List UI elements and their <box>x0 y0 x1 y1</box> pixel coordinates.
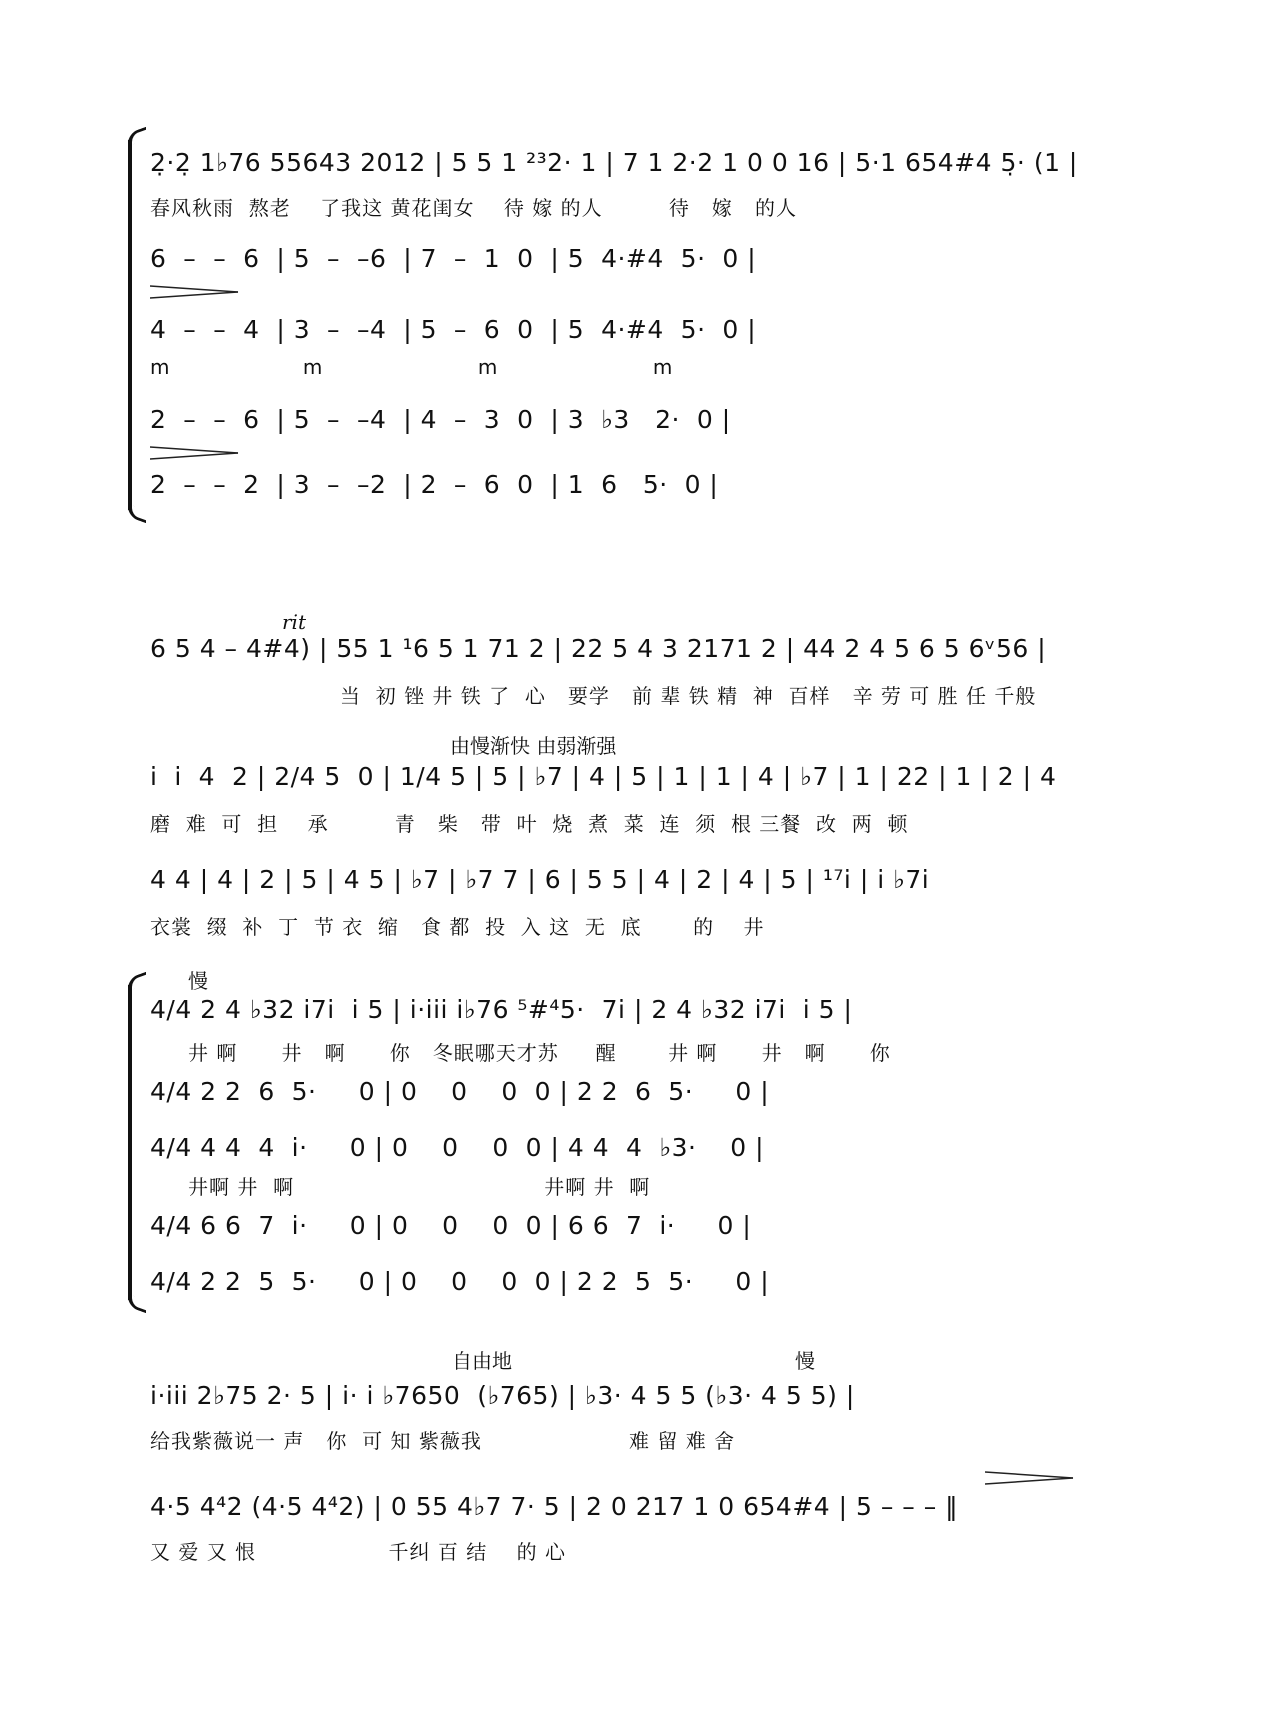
voice-4-line: 4/4 6 6 7 i· 0 | 0 0 0 0 | 6 6 7 i· 0 | <box>150 1211 752 1240</box>
tempo-marking: 自由地 <box>452 1349 512 1373</box>
lyric-line: 给我紫薇说一 声 你 可 知 紫薇我 难 留 难 舍 <box>150 1429 736 1453</box>
system-bracket <box>128 985 132 1300</box>
lyric-line: 衣裳 缀 补 丁 节 衣 缩 食 都 投 入 这 无 底 的 井 <box>150 915 765 939</box>
decrescendo-mark <box>150 284 240 300</box>
voice-2-line: 6 – – 6 | 5 – –6 | 7 – 1 0 | 5 4·#4 5· 0 | <box>150 244 757 273</box>
voice-2-line: 4/4 2 2 6 5· 0 | 0 0 0 0 | 2 2 6 5· 0 | <box>150 1077 770 1106</box>
system-bracket <box>128 140 132 510</box>
voice-3-line: 4 – – 4 | 3 – –4 | 5 – 6 0 | 5 4·#4 5· 0 | <box>150 315 757 344</box>
voice-3-lyric-line: 井啊 井 啊 井啊 井 啊 <box>188 1175 651 1199</box>
decrescendo-mark <box>985 1470 1075 1486</box>
lyric-line: 春风秋雨 熬老 了我这 黄花闺女 待 嫁 的人 待 嫁 的人 <box>150 196 798 220</box>
melody-line: i·iii 2♭75 2· 5 | i· i ♭7650 (♭765) | ♭3· 4 5 5 (♭3· 4 5 5) | <box>150 1381 855 1410</box>
rit-mark: rit <box>282 610 306 634</box>
voice-3-line: 4/4 4 4 4 i· 0 | 0 0 0 0 | 4 4 4 ♭3· 0 | <box>150 1133 765 1162</box>
decrescendo-mark <box>150 445 240 461</box>
melody-line: 2̣·2̣ 1♭76 55643 2012 | 5 5 1 ²³2· 1 | 7 1 2·2 1 0 0 16 | 5·1 654#4 5̣· (1 | <box>150 148 1078 177</box>
melody-line: 4/4 2 4 ♭32 i7i i 5 | i·iii i♭76 ⁵#⁴5· 7i | 2 4 ♭32 i7i i 5 | <box>150 995 853 1024</box>
lyric-line: 又 爱 又 恨 千纠 百 结 的 心 <box>150 1540 567 1564</box>
tempo-marking: 慢 <box>188 969 208 993</box>
voice-5-line: 4/4 2 2 5 5· 0 | 0 0 0 0 | 2 2 5 5· 0 | <box>150 1267 770 1296</box>
lyric-line: 井 啊 井 啊 你 冬眠哪天才苏 醒 井 啊 井 啊 你 <box>188 1041 891 1065</box>
tempo-marking-slow: 慢 <box>795 1349 815 1373</box>
melody-line: i i 4 2 | 2/4 5 0 | 1/4 5 | 5 | ♭7 | 4 | 5 | 1 | 1 | 4 | ♭7 | 1 | 22 | 1 | 2 | 4 <box>150 762 1057 791</box>
humming-line: m m m m <box>150 355 674 379</box>
tempo-marking: 由慢渐快 由弱渐强 <box>450 734 617 758</box>
lyric-line: 当 初 锉 井 铁 了 心 要学 前 辈 铁 精 神 百样 辛 劳 可 胜 任 千般 <box>340 684 1037 708</box>
melody-line: 4·5 4⁴2 (4·5 4⁴2) | 0 55 4♭7 7· 5 | 2 0 217 1 0 654#4 | 5 – – – ‖ <box>150 1492 959 1521</box>
voice-5-line: 2 – – 2 | 3 – –2 | 2 – 6 0 | 1 6 5· 0 | <box>150 470 719 499</box>
lyric-line: 磨 难 可 担 承 青 柴 带 叶 烧 煮 菜 连 须 根 三餐 改 两 顿 <box>150 812 909 836</box>
melody-line: 6 5 4 – 4#4) | 55 1 ¹6 5 1 71 2 | 22 5 4 3 2171 2 | 44 2 4 5 6 5 6ᵛ56 | <box>150 634 1047 663</box>
voice-4-line: 2 – – 6 | 5 – –4 | 4 – 3 0 | 3 ♭3 2· 0 | <box>150 405 731 434</box>
melody-line: 4 4 | 4 | 2 | 5 | 4 5 | ♭7 | ♭7 7 | 6 | 5 5 | 4 | 2 | 4 | 5 | ¹⁷i | i ♭7i <box>150 865 930 894</box>
